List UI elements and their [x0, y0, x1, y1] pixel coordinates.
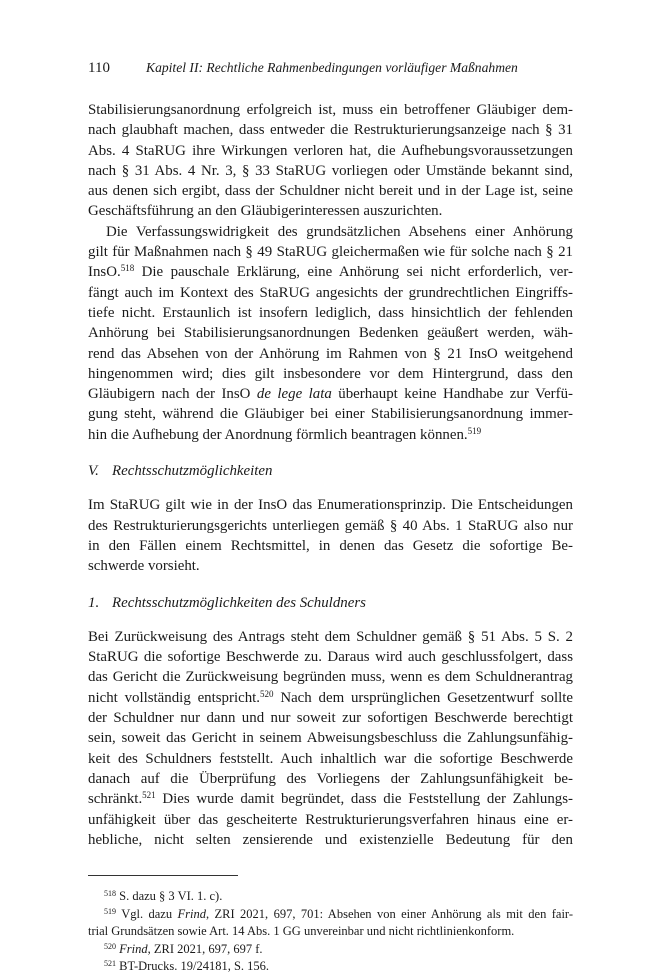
footnote-518 — [88, 888, 573, 906]
text-line — [88, 789, 573, 809]
text-line: der Schuldner nur dann und nur soweit zur sofortigen Beschwerde berechtigt — [88, 710, 573, 727]
text-line — [88, 688, 573, 708]
text-line: rend das Absehen von der Anhörung im Rahmen von § 21 InsO weitgehend — [88, 345, 573, 362]
text-line: nach glaubhaft machen, dass entweder die Restrukturierungsanzeige nach § 31 — [88, 122, 573, 139]
footnote-text: , ZRI 2021, 697, 701: Absehen von einer Anhörung als mit den fair- — [205, 906, 573, 921]
text-line: Im StaRUG gilt wie in der InsO das Enumerationsprinzip. Die Entscheidungen — [88, 497, 573, 514]
text-span: schränkt. — [88, 791, 143, 808]
text-line — [88, 425, 573, 445]
text-span: InsO. — [88, 264, 121, 281]
text-line: nach § 31 Abs. 4 Nr. 3, § 33 StaRUG vorliegen oder Umstände bekannt sind, — [88, 162, 573, 179]
author-name: Frind — [119, 941, 148, 956]
italic-term: de lege lata — [256, 386, 332, 403]
running-title: Kapitel II: Rechtliche Rahmenbedingungen vorläufiger Maßnahmen — [146, 60, 518, 75]
text-line: hingenommen wird; dies gilt insbesondere vor dem Hintergrund, dass den — [88, 365, 573, 382]
page-header — [88, 58, 573, 78]
footnote-519-cont: trial Grundsätzen sowie Art. 14 Abs. 1 GG unvereinbar und nicht richtlinienkonform. — [88, 924, 515, 939]
text-line: tiefe nicht. Erstaunlich ist insofern lediglich, dass hinsichtlich der fehlenden — [88, 304, 573, 321]
footnote-number: 518 — [104, 889, 116, 899]
text-line — [88, 262, 573, 282]
text-line: das Gericht die Zurückweisung begründen muss, wenn es dem Schuldnerantrag — [88, 669, 573, 686]
footnotes — [88, 888, 573, 976]
text-line: danach auf die Überprüfung des Vorliegens der Zahlungsunfähigkeit be- — [88, 770, 573, 787]
footnote-separator — [88, 875, 238, 876]
text-line — [88, 384, 573, 404]
text-line: sein, soweit das Gericht in seinem Abweisungsbeschluss die Zahlungsunfähig- — [88, 730, 573, 747]
document-page — [88, 58, 573, 976]
text-line: Anhörung bei Stabilisierungsanordnungen Bedenken geäußert werden, wäh- — [88, 325, 573, 342]
text-span: Dies wurde damit begründet, dass die Feststellung der Zahlungs- — [155, 791, 573, 808]
footnote-ref-520[interactable]: 520 — [260, 688, 274, 699]
footnote-ref-518[interactable]: 518 — [120, 263, 135, 274]
text-line: gilt für Maßnahmen nach § 49 StaRUG gleichermaßen wie für solche nach § 21 — [88, 244, 573, 261]
heading-title: Rechtsschutzmöglichkeiten des Schuldners — [112, 594, 366, 611]
text-line: fängt auch im Kontext des StaRUG angesichts der grundrechtlichen Eingriffs- — [88, 284, 573, 301]
text-line: unfähigkeit über das gescheiterte Restrukturierungsverfahren hinaus eine er- — [88, 811, 573, 828]
author-name: Frind — [177, 906, 206, 921]
text-span: nicht vollständig entspricht. — [88, 689, 261, 706]
text-span: Gläubigern nach der InsO — [88, 386, 257, 403]
text-line: keit des Schuldners feststellt. Auch inhaltlich war die sofortige Beschwerde — [88, 750, 573, 767]
footnote-text: BT-Drucks. 19/24181, S. 156. — [119, 959, 270, 974]
footnote-ref-519[interactable]: 519 — [467, 425, 482, 436]
footnote-text: Vgl. dazu — [121, 906, 178, 921]
text-span: überhaupt keine Handhabe zur Verfü- — [331, 386, 574, 403]
footnote-521 — [88, 958, 573, 976]
footnote-text: , ZRI 2021, 697, 697 f. — [147, 941, 263, 956]
paragraph-1 — [88, 100, 573, 222]
footnote-520 — [88, 941, 573, 959]
footnote-text: S. dazu § 3 VI. 1. c). — [119, 889, 223, 904]
text-line: Bei Zurückweisung des Antrags steht dem Schuldner gemäß § 51 Abs. 5 S. 2 — [88, 628, 573, 645]
page-number: 110 — [88, 60, 110, 76]
heading-number: V. — [88, 463, 99, 480]
text-span: Nach dem ursprünglichen Gesetzentwurf sollte — [273, 689, 573, 706]
footnote-number: 519 — [104, 906, 116, 916]
paragraph-3 — [88, 495, 573, 576]
section-heading-1 — [88, 593, 573, 613]
text-line: gung steht, während die Gläubiger bei einer Stabilisierungsanordnung immer- — [88, 406, 573, 423]
text-span: hin die Aufhebung der Anordnung förmlich beantragen können. — [88, 426, 468, 443]
text-span: Die pauschale Erklärung, eine Anhörung sei nicht erforderlich, ver- — [134, 264, 573, 281]
footnote-ref-521[interactable]: 521 — [142, 790, 156, 801]
footnote-519 — [88, 906, 573, 924]
text-line: Geschäftsführung an den Gläubigerinteressen auszurichten. — [88, 203, 443, 220]
footnote-number: 520 — [104, 941, 116, 951]
paragraph-2 — [88, 222, 573, 445]
text-line: Abs. 4 StaRUG ihre Wirkungen verloren hat, die Aufhebungsvoraussetzungen — [88, 142, 573, 159]
text-line: aus denen sich ergibt, dass der Schuldner nicht bereit und in der Lage ist, seine — [88, 183, 573, 200]
text-line: des Restrukturierungsgerichts unterliegen gemäß § 40 Abs. 1 StaRUG also nur — [88, 517, 573, 534]
text-line: Die Verfassungswidrigkeit des grundsätzlichen Absehens einer Anhörung — [106, 223, 573, 240]
text-line: in den Fällen einem Rechtsmittel, in denen das Gesetz die sofortige Be- — [88, 537, 573, 554]
text-line: StaRUG die sofortige Beschwerde zu. Daraus wird auch geschlussfolgert, dass — [88, 649, 573, 666]
text-line: Stabilisierungsanordnung erfolgreich ist, muss ein betroffener Gläubiger dem- — [88, 102, 573, 118]
section-heading-v — [88, 461, 573, 481]
footnote-number: 521 — [104, 959, 116, 969]
text-line: hebliche, nicht selten zensierende und existenzielle Bedeutung für den — [88, 831, 573, 848]
text-line: schwerde vorsieht. — [88, 558, 200, 575]
paragraph-4 — [88, 627, 573, 850]
heading-title: Rechtsschutzmöglichkeiten — [112, 463, 273, 480]
heading-number: 1. — [88, 594, 100, 611]
